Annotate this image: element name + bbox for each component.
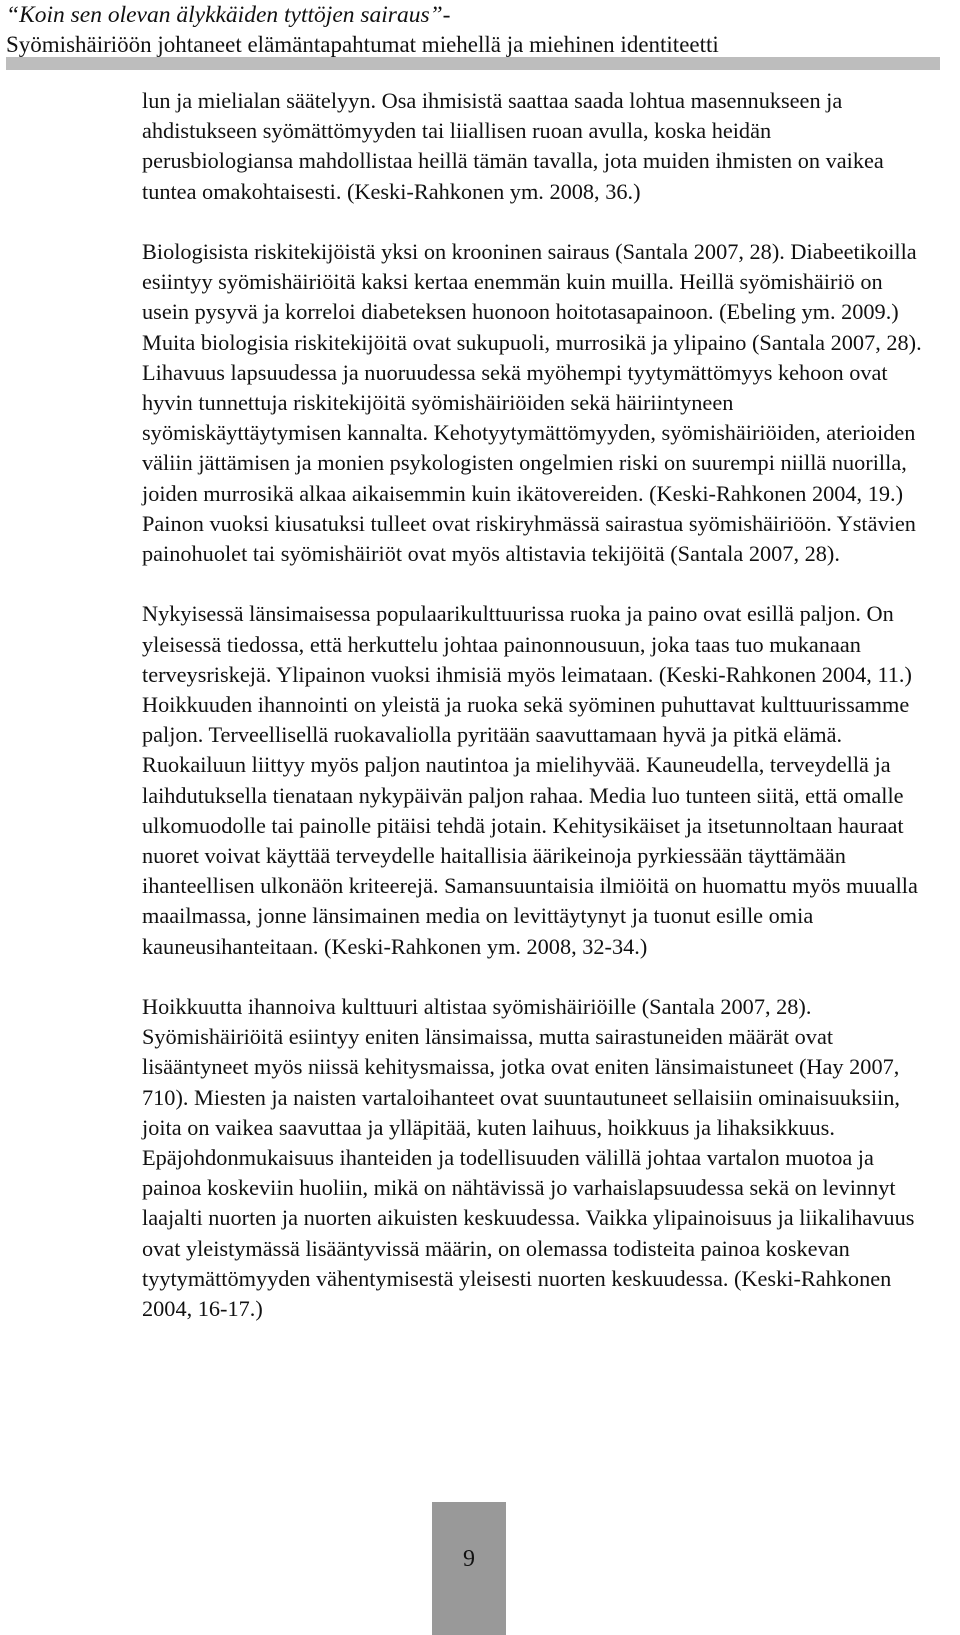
paragraph-3: Nykyisessä länsimaisessa populaarikulttuurissa ruoka ja paino ovat esillä paljon. On yleisessä tiedossa, että herkuttelu johtaa painonnousuun, joka taas tuo mukanaan terveysriskejä. Ylipainon vuoksi ihmisiä myös leimataan. (Keski-Rahkonen 2004, 11.) Hoikkuuden ihannointi on yleistä ja ruoka sekä syöminen puhuttavat kulttuurissamme paljon. Terveellisellä ruokavaliolla pyritään saavuttamaan hyvä ja pitkä elämä. Ruokailuun liittyy myös paljon nautintoa ja mielihyvää. Kauneudella, terveydellä ja laihdutuksella tienataan nykypäivän paljon rahaa. Media luo tunteen siitä, että omalle ulkomuodolle tai painolle pitäisi tehdä jotain. Kehitysikäiset ja itsetunnoltaan hauraat nuoret voivat käyttää terveydelle haitallisia äärikeinoja pyrkiessään täyttämään ihanteellisen ulkonäön kriteerejä. Samansuuntaisia ilmiöitä on huomattu myös muualla maailmassa, jonne länsimainen media on levittäytynyt ja tuonut esille omia kauneusihanteitaan. (Keski-Rahkonen ym. 2008, 32-34.) <box>142 601 918 959</box>
paragraph-gap <box>142 207 926 237</box>
header-title-line-1: “Koin sen olevan älykkäiden tyttöjen sairaus”- <box>6 2 451 28</box>
paragraph-gap <box>142 962 926 992</box>
paragraph-1: lun ja mielialan säätelyyn. Osa ihmisistä saattaa saada lohtua masennukseen ja ahdistukseen syömättömyyden tai liiallisen ruoan avulla, koska heidän perusbiologiansa mahdollistaa heillä tämän tavalla, jota muiden ihmisten on vaikea tuntea omakohtaisesti. (Keski-Rahkonen ym. 2008, 36.) <box>142 88 884 204</box>
header-title-line-2: Syömishäiriöön johtaneet elämäntapahtumat miehellä ja miehinen identiteetti <box>6 32 719 57</box>
page-number-box <box>432 1502 506 1635</box>
header-rule <box>6 57 940 70</box>
paragraph-2: Biologisista riskitekijöistä yksi on krooninen sairaus (Santala 2007, 28). Diabeetikoilla esiintyy syömishäiriöitä kaksi kertaa enemmän kuin muilla. Heillä syömishäiriö on usein pysyvä ja korreloi diabeteksen huonoon hoitotasapainoon. (Ebeling ym. 2009.) Muita biologisia riskitekijöitä ovat sukupuoli, murrosikä ja ylipaino (Santala 2007, 28). Lihavuus lapsuudessa ja nuoruudessa sekä myöhempi tyytymättömyys kehoon ovat hyvin tunnettuja riskitekijöitä syömishäiriöiden sekä häiriintyneen syömiskäyttäytymisen kannalta. Kehotyytymättömyyden, syömishäiriöiden, aterioiden väliin jättämisen ja monien psykologisten ongelmien riski on suurempi niillä nuorilla, joiden murrosikä alkaa aikaisemmin kuin ikätovereiden. (Keski-Rahkonen 2004, 19.) Painon vuoksi kiusatuksi tulleet ovat riskiryhmässä sairastua syömishäiriöön. Ystävien painohuolet tai syömishäiriöt ovat myös altistavia tekijöitä (Santala 2007, 28). <box>142 239 922 567</box>
running-header <box>6 0 954 60</box>
page-number: 9 <box>463 1546 475 1572</box>
body-text <box>142 86 926 1324</box>
paragraph-4: Hoikkuutta ihannoiva kulttuuri altistaa syömishäiriöille (Santala 2007, 28). Syömishäiriöitä esiintyy eniten länsimaissa, mutta sairastuneiden määrät ovat lisääntyneet myös niissä kehitysmaissa, jotka ovat eniten länsimaistuneet (Hay 2007, 710). Miesten ja naisten vartaloihanteet ovat suuntautuneet sellaisiin ominaisuuksiin, joita on vaikea saavuttaa ja ylläpitää, kuten laihuus, hoikkuus ja lihaksikkuus. Epäjohdonmukaisuus ihanteiden ja todellisuuden välillä johtaa vartalon muotoa ja painoa koskeviin huoliin, mikä on nähtävissä jo varhaislapsuudessa sekä on levinnyt laajalti nuorten ja nuorten aikuisten keskuudessa. Vaikka ylipainoisuus ja liikalihavuus ovat yleistymässä lisääntyvissä määrin, on olemassa todisteita painoa koskevan tyytymättömyyden vähentymisestä yleisesti nuorten keskuudessa. (Keski-Rahkonen 2004, 16-17.) <box>142 994 915 1322</box>
paragraph-gap <box>142 569 926 599</box>
